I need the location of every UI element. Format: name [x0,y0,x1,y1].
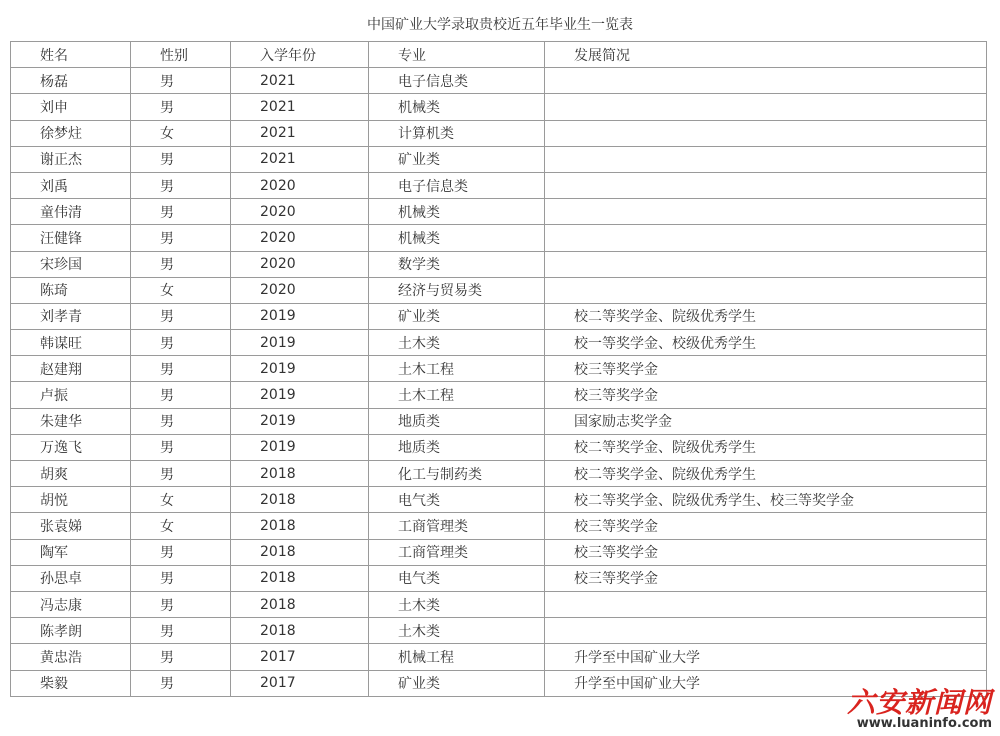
table-row [11,68,987,94]
cell-enrollment-year: 2020 [231,172,369,198]
cell-major: 土木工程 [369,356,545,382]
cell-development: 升学至中国矿业大学 [545,670,987,696]
watermark-logo: 六安新闻网 [846,686,992,719]
cell-development [545,591,987,617]
table-row [11,356,987,382]
cell-name: 陈琦 [11,277,131,303]
cell-major: 矿业类 [369,670,545,696]
cell-name: 孙思卓 [11,565,131,591]
cell-gender: 男 [131,670,231,696]
cell-development [545,199,987,225]
cell-enrollment-year: 2018 [231,513,369,539]
table-row [11,565,987,591]
cell-major: 工商管理类 [369,513,545,539]
cell-enrollment-year: 2019 [231,330,369,356]
column-header-name: 姓名 [11,42,131,68]
cell-development: 校二等奖学金、院级优秀学生 [545,303,987,329]
cell-development [545,120,987,146]
table-row [11,487,987,513]
cell-gender: 男 [131,172,231,198]
cell-major: 机械类 [369,94,545,120]
cell-name: 万逸飞 [11,434,131,460]
cell-major: 土木工程 [369,382,545,408]
column-header-enrollment-year: 入学年份 [231,42,369,68]
cell-name: 胡爽 [11,461,131,487]
cell-enrollment-year: 2017 [231,670,369,696]
cell-enrollment-year: 2019 [231,408,369,434]
cell-enrollment-year: 2017 [231,644,369,670]
cell-development: 校二等奖学金、院级优秀学生 [545,434,987,460]
table-row [11,513,987,539]
cell-development [545,618,987,644]
cell-gender: 女 [131,487,231,513]
column-header-development: 发展简况 [545,42,987,68]
cell-major: 计算机类 [369,120,545,146]
cell-name: 陈孝朗 [11,618,131,644]
table-row [11,461,987,487]
cell-major: 机械类 [369,225,545,251]
cell-gender: 男 [131,644,231,670]
cell-major: 电子信息类 [369,68,545,94]
table-row [11,120,987,146]
cell-major: 土木类 [369,618,545,644]
cell-gender: 男 [131,94,231,120]
cell-development: 校三等奖学金 [545,356,987,382]
cell-enrollment-year: 2021 [231,68,369,94]
cell-major: 机械工程 [369,644,545,670]
table-row [11,408,987,434]
cell-gender: 男 [131,146,231,172]
table-body [11,68,987,697]
watermark-url: www.luaninfo.com [856,716,992,731]
cell-name: 刘禹 [11,172,131,198]
cell-major: 地质类 [369,408,545,434]
cell-gender: 男 [131,303,231,329]
cell-name: 童伟清 [11,199,131,225]
cell-major: 电气类 [369,565,545,591]
cell-gender: 男 [131,591,231,617]
table-row [11,172,987,198]
table-row [11,618,987,644]
cell-enrollment-year: 2019 [231,356,369,382]
cell-enrollment-year: 2020 [231,251,369,277]
cell-development [545,225,987,251]
cell-development [545,68,987,94]
cell-gender: 男 [131,382,231,408]
cell-development: 校二等奖学金、院级优秀学生、校三等奖学金 [545,487,987,513]
cell-gender: 男 [131,408,231,434]
cell-gender: 男 [131,461,231,487]
cell-development: 校一等奖学金、校级优秀学生 [545,330,987,356]
cell-development [545,277,987,303]
cell-development: 校三等奖学金 [545,539,987,565]
cell-development [545,251,987,277]
cell-name: 胡悦 [11,487,131,513]
cell-development: 国家励志奖学金 [545,408,987,434]
cell-gender: 男 [131,68,231,94]
cell-enrollment-year: 2018 [231,618,369,644]
table-row [11,94,987,120]
cell-gender: 男 [131,330,231,356]
cell-gender: 女 [131,120,231,146]
cell-gender: 男 [131,225,231,251]
cell-name: 朱建华 [11,408,131,434]
cell-gender: 女 [131,277,231,303]
cell-major: 地质类 [369,434,545,460]
cell-enrollment-year: 2019 [231,434,369,460]
table-row [11,225,987,251]
cell-name: 谢正杰 [11,146,131,172]
cell-name: 宋珍国 [11,251,131,277]
cell-major: 工商管理类 [369,539,545,565]
cell-enrollment-year: 2018 [231,461,369,487]
cell-major: 机械类 [369,199,545,225]
cell-development [545,94,987,120]
cell-gender: 男 [131,199,231,225]
cell-name: 徐梦炷 [11,120,131,146]
cell-development: 校三等奖学金 [545,565,987,591]
cell-name: 冯志康 [11,591,131,617]
cell-gender: 女 [131,513,231,539]
cell-name: 刘申 [11,94,131,120]
cell-gender: 男 [131,618,231,644]
cell-major: 数学类 [369,251,545,277]
cell-major: 矿业类 [369,303,545,329]
table-row [11,277,987,303]
table-header-row [11,42,987,68]
table-row [11,539,987,565]
cell-development: 升学至中国矿业大学 [545,644,987,670]
cell-enrollment-year: 2021 [231,120,369,146]
cell-development [545,146,987,172]
column-header-major: 专业 [369,42,545,68]
cell-enrollment-year: 2021 [231,94,369,120]
cell-gender: 男 [131,539,231,565]
cell-name: 黄忠浩 [11,644,131,670]
table-row [11,303,987,329]
cell-enrollment-year: 2019 [231,382,369,408]
cell-name: 赵建翔 [11,356,131,382]
cell-major: 土木类 [369,591,545,617]
table-row [11,644,987,670]
cell-development: 校三等奖学金 [545,382,987,408]
table-row [11,591,987,617]
cell-gender: 男 [131,356,231,382]
cell-gender: 男 [131,251,231,277]
column-header-gender: 性别 [131,42,231,68]
cell-major: 电气类 [369,487,545,513]
table-row [11,670,987,696]
cell-name: 柴毅 [11,670,131,696]
cell-development: 校二等奖学金、院级优秀学生 [545,461,987,487]
table-row [11,434,987,460]
cell-development: 校三等奖学金 [545,513,987,539]
cell-enrollment-year: 2020 [231,277,369,303]
cell-name: 刘孝青 [11,303,131,329]
graduates-table [10,41,987,697]
cell-name: 汪健锋 [11,225,131,251]
cell-enrollment-year: 2020 [231,199,369,225]
cell-gender: 男 [131,565,231,591]
cell-enrollment-year: 2018 [231,487,369,513]
table-row [11,382,987,408]
cell-major: 化工与制药类 [369,461,545,487]
cell-name: 张袁娣 [11,513,131,539]
cell-name: 陶军 [11,539,131,565]
cell-major: 矿业类 [369,146,545,172]
watermark [847,688,992,732]
cell-major: 经济与贸易类 [369,277,545,303]
cell-enrollment-year: 2018 [231,565,369,591]
cell-enrollment-year: 2021 [231,146,369,172]
page-title: 中国矿业大学录取贵校近五年毕业生一览表 [367,17,633,33]
cell-gender: 男 [131,434,231,460]
cell-enrollment-year: 2020 [231,225,369,251]
table-row [11,199,987,225]
cell-enrollment-year: 2019 [231,303,369,329]
cell-major: 电子信息类 [369,172,545,198]
cell-enrollment-year: 2018 [231,539,369,565]
cell-name: 杨磊 [11,68,131,94]
cell-name: 韩谋旺 [11,330,131,356]
table-row [11,330,987,356]
cell-enrollment-year: 2018 [231,591,369,617]
cell-development [545,172,987,198]
cell-name: 卢振 [11,382,131,408]
table-row [11,251,987,277]
cell-major: 土木类 [369,330,545,356]
table-row [11,146,987,172]
